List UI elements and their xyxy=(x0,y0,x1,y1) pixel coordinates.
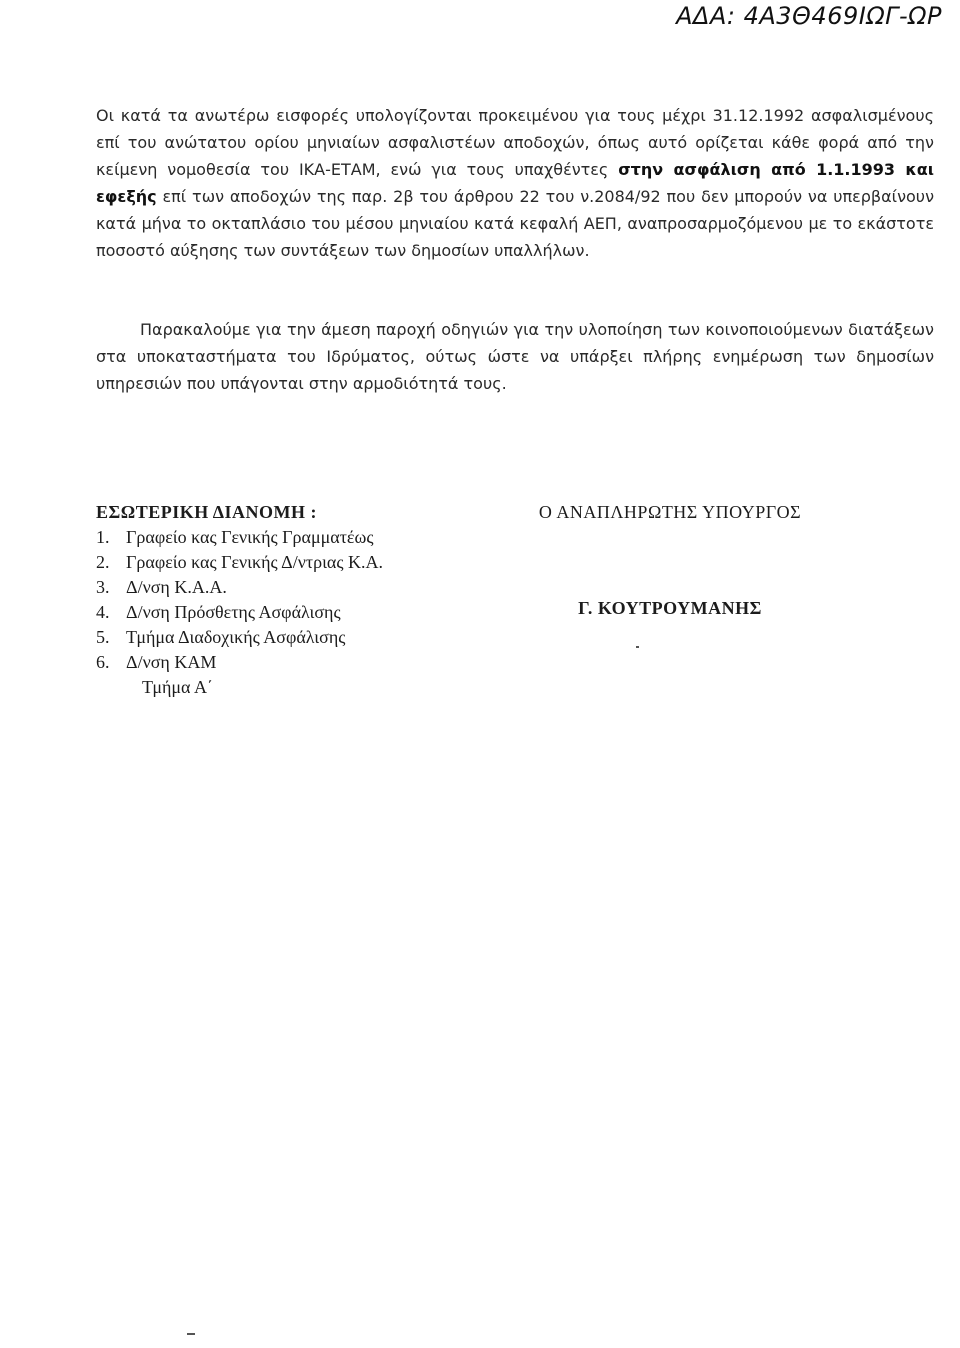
scan-speck xyxy=(187,1333,195,1335)
distribution-title: ΕΣΩΤΕΡΙΚΗ ΔΙΑΝΟΜΗ : xyxy=(96,502,317,522)
signature-block xyxy=(490,502,850,619)
paragraph-contributions-bold: στην ασφάλιση από 1.1.1993 και εφεξής xyxy=(96,160,934,206)
list-item: 5. Τμήμα Διαδοχικής Ασφάλισης xyxy=(96,627,346,647)
list-item: 4. Δ/νση Πρόσθετης Ασφάλισης xyxy=(96,602,341,622)
distribution-sub-item: Τμήμα Α΄ xyxy=(142,677,213,697)
list-item: 6. Δ/νση ΚΑΜ xyxy=(96,652,217,672)
ada-stamp: ΑΔΑ: 4Α3Θ469ΙΩΓ-ΩΡ xyxy=(676,2,942,30)
list-item: 2. Γραφείο κας Γενικής Δ/ντριας Κ.Α. xyxy=(96,552,383,572)
paragraph-contributions-part1: Οι κατά τα ανωτέρω εισφορές υπολογίζονται προκειμένου για τους μέχρι 31.12.1992 ασφαλισμένους επί του ανώτατου ορίου μηνιαίων ασφαλιστέων αποδοχών, όπως αυτό ορίζεται κάθε φορά από την κείμενη νομοθεσία του ΙΚΑ-ΕΤΑΜ, ενώ για τους υπαχθέντες xyxy=(96,106,934,179)
signer-title: Ο ΑΝΑΠΛΗΡΩΤΗΣ ΥΠΟΥΡΓΟΣ xyxy=(538,502,802,522)
paragraph-contributions xyxy=(96,102,934,264)
signer-name: Γ. ΚΟΥΤΡΟΥΜΑΝΗΣ xyxy=(578,598,762,618)
distribution-list xyxy=(96,525,456,675)
paragraph-request: Παρακαλούμε για την άμεση παροχή οδηγιών για την υλοποίηση των κοινοποιούμενων διατάξεων στα υποκαταστήματα του Ιδρύματος, ούτως ώστε να υπάρξει πλήρης ενημέρωση των δημοσίων υπηρεσιών που υπάγονται στην αρμοδιότητά τους. xyxy=(96,320,934,393)
list-item: 1. Γραφείο κας Γενικής Γραμματέως xyxy=(96,527,374,547)
scan-speck xyxy=(636,646,639,648)
list-item: 3. Δ/νση Κ.Α.Α. xyxy=(96,577,227,597)
paragraph-contributions-part2: επί των αποδοχών της παρ. 2β του άρθρου 22 του ν.2084/92 που δεν μπορούν να υπερβαίνουν κατά μήνα το οκταπλάσιο του μέσου μηνιαίου κατά κεφαλή ΑΕΠ, αναπροσαρμοζόμενου με το εκάστοτε ποσοστό αύξησης των συντάξεων των δημοσίων υπαλλήλων. xyxy=(96,187,935,260)
internal-distribution xyxy=(96,502,456,700)
